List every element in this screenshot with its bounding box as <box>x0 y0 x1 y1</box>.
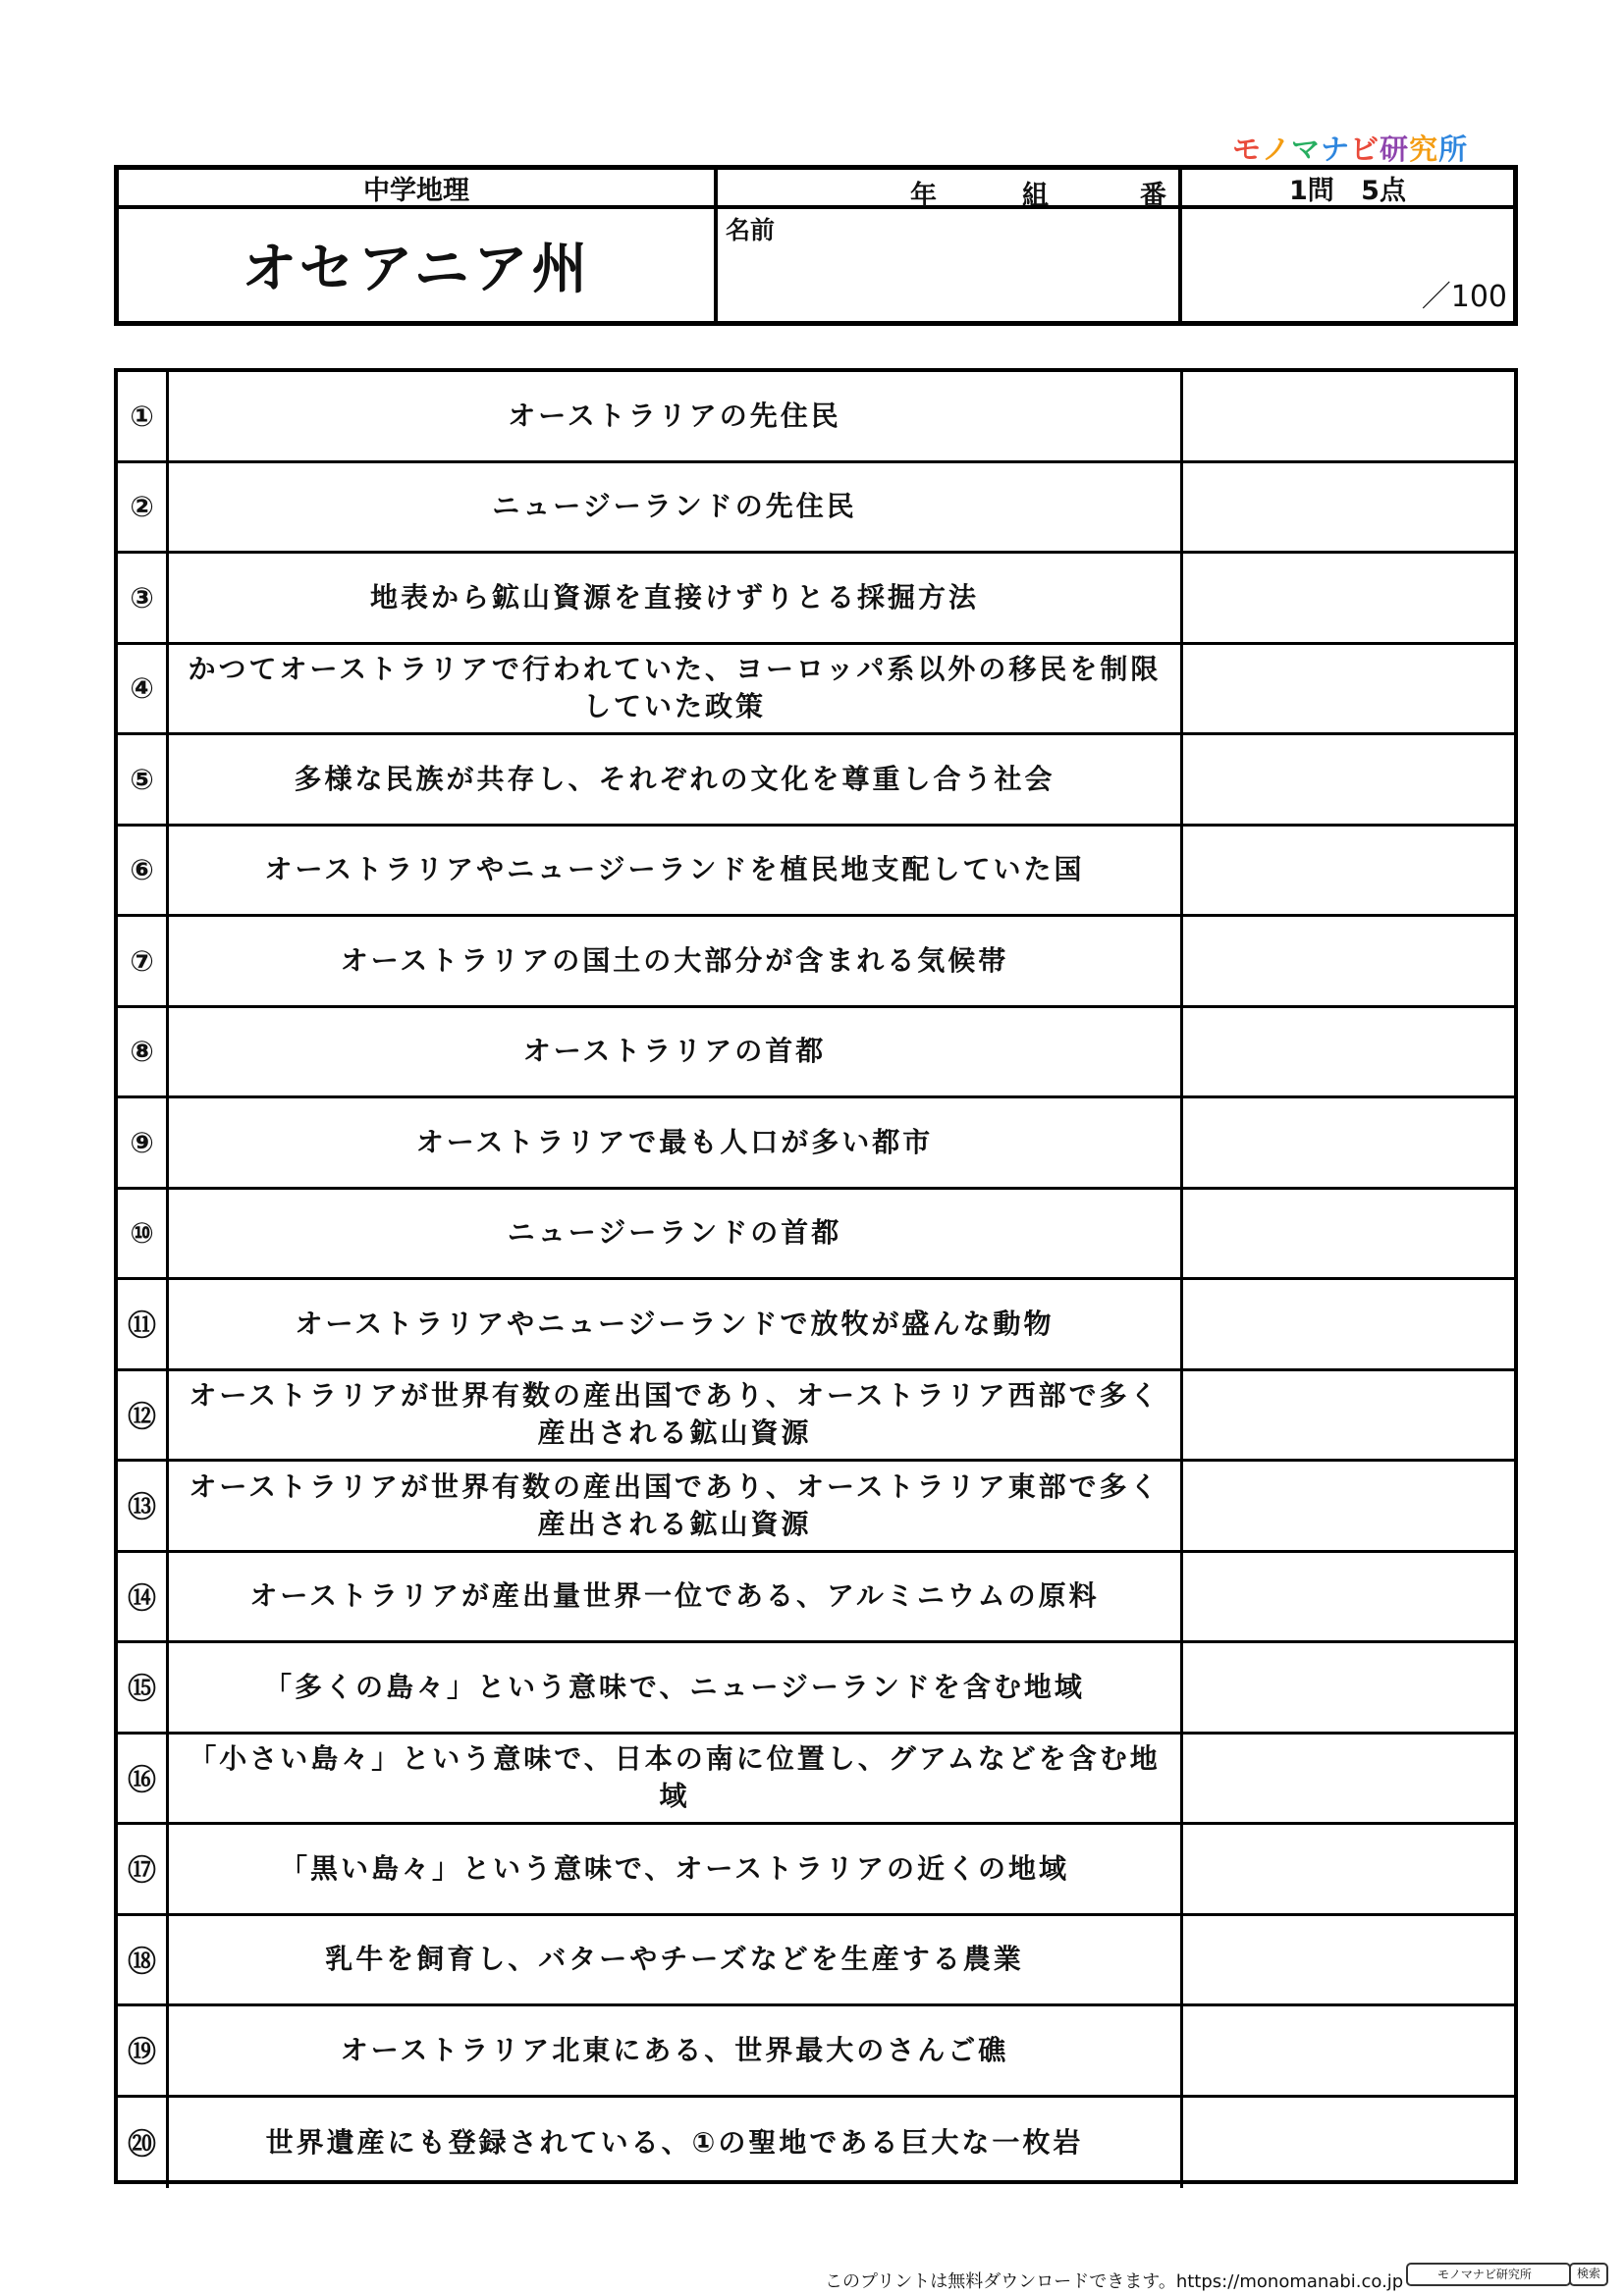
question-text: ニュージーランドの首都 <box>169 1190 1183 1278</box>
name-field[interactable] <box>718 209 1182 321</box>
question-number: ⑭ <box>118 1553 169 1641</box>
page-title: オセアニア州 <box>119 209 718 321</box>
brand-char: マ <box>1291 133 1322 166</box>
table-row <box>118 827 1514 918</box>
question-text: 「黒い島々」という意味で、オーストラリアの近くの地域 <box>169 1825 1183 1913</box>
table-row <box>118 1462 1514 1553</box>
question-number: ⑪ <box>118 1280 169 1368</box>
brand-char: ナ <box>1321 133 1351 166</box>
question-text: オーストラリアの首都 <box>169 1008 1183 1096</box>
brand-char: モ <box>1232 133 1263 166</box>
answer-field[interactable] <box>1183 917 1514 1005</box>
question-text: 乳牛を飼育し、バターやチーズなどを生産する農業 <box>169 1916 1183 2004</box>
table-row <box>118 1280 1514 1371</box>
question-number: ⑨ <box>118 1098 169 1187</box>
question-text: オーストラリア北東にある、世界最大のさんご礁 <box>169 2006 1183 2095</box>
score-rule: 1問 5点 <box>1182 170 1513 209</box>
question-text: オーストラリアやニュージーランドを植民地支配していた国 <box>169 827 1183 915</box>
table-row <box>118 2006 1514 2098</box>
question-number: ⑲ <box>118 2006 169 2095</box>
answer-field[interactable] <box>1183 1098 1514 1187</box>
question-text: 「多くの島々」という意味で、ニュージーランドを含む地域 <box>169 1643 1183 1732</box>
question-number: ⑰ <box>118 1825 169 1913</box>
question-text: オーストラリアが世界有数の産出国であり、オーストラリア西部で多く産出される鉱山資源 <box>169 1371 1183 1460</box>
score-total: ／100 <box>1421 280 1507 314</box>
table-row <box>118 1825 1514 1916</box>
answer-field[interactable] <box>1183 1916 1514 2004</box>
answer-field[interactable] <box>1183 2098 1514 2189</box>
question-text: ニュージーランドの先住民 <box>169 463 1183 552</box>
table-row <box>118 1190 1514 1281</box>
answer-field[interactable] <box>1183 1008 1514 1096</box>
question-number: ⑫ <box>118 1371 169 1460</box>
brand-char: ノ <box>1262 133 1292 166</box>
answer-field[interactable] <box>1183 463 1514 552</box>
table-row <box>118 372 1514 463</box>
question-text: オーストラリアの先住民 <box>169 372 1183 460</box>
question-text: オーストラリアの国土の大部分が含まれる気候帯 <box>169 917 1183 1005</box>
question-number: ⑳ <box>118 2098 169 2189</box>
subject-label: 中学地理 <box>119 170 718 209</box>
question-text: 多様な民族が共存し、それぞれの文化を尊重し合う社会 <box>169 735 1183 824</box>
question-text: 世界遺産にも登録されている、①の聖地である巨大な一枚岩 <box>169 2098 1183 2189</box>
question-text: オーストラリアが世界有数の産出国であり、オーストラリア東部で多く産出される鉱山資源 <box>169 1462 1183 1550</box>
brand-char: 所 <box>1438 133 1469 166</box>
class-label: 組 <box>1022 181 1049 211</box>
table-row <box>118 645 1514 736</box>
table-row <box>118 1643 1514 1735</box>
question-number: ⑥ <box>118 827 169 915</box>
answer-field[interactable] <box>1183 827 1514 915</box>
search-input[interactable]: モノマナビ研究所 <box>1406 2263 1571 2286</box>
answer-field[interactable] <box>1183 1825 1514 1913</box>
answer-field[interactable] <box>1183 372 1514 460</box>
table-row <box>118 1371 1514 1463</box>
table-row <box>118 463 1514 555</box>
question-number: ⑮ <box>118 1643 169 1732</box>
answer-field[interactable] <box>1183 1643 1514 1732</box>
question-number: ⑧ <box>118 1008 169 1096</box>
worksheet-header <box>114 165 1518 326</box>
brand-char: 研 <box>1380 133 1410 166</box>
table-row <box>118 1916 1514 2007</box>
table-row <box>118 917 1514 1008</box>
table-row <box>118 735 1514 827</box>
name-label: 名前 <box>726 216 776 244</box>
table-row <box>118 1553 1514 1644</box>
question-number: ③ <box>118 554 169 642</box>
answer-field[interactable] <box>1183 2006 1514 2095</box>
question-number: ⑩ <box>118 1190 169 1278</box>
table-row <box>118 2098 1514 2189</box>
class-info-field[interactable] <box>718 170 1182 209</box>
answer-field[interactable] <box>1183 735 1514 824</box>
table-row <box>118 1735 1514 1826</box>
search-button[interactable]: 検索 <box>1569 2263 1608 2286</box>
answer-field[interactable] <box>1183 1280 1514 1368</box>
question-text: 「小さい島々」という意味で、日本の南に位置し、グアムなどを含む地域 <box>169 1735 1183 1823</box>
question-number: ⑯ <box>118 1735 169 1823</box>
question-number: ⑬ <box>118 1462 169 1550</box>
table-row <box>118 554 1514 645</box>
question-number: ⑤ <box>118 735 169 824</box>
footer-note: このプリントは無料ダウンロードできます。https://monomanabi.co.jp <box>825 2271 1404 2292</box>
question-number: ⑦ <box>118 917 169 1005</box>
question-text: 地表から鉱山資源を直接けずりとる採掘方法 <box>169 554 1183 642</box>
answer-field[interactable] <box>1183 554 1514 642</box>
question-text: かつてオーストラリアで行われていた、ヨーロッパ系以外の移民を制限していた政策 <box>169 645 1183 733</box>
question-table <box>114 368 1518 2184</box>
answer-field[interactable] <box>1183 1735 1514 1823</box>
question-text: オーストラリアが産出量世界一位である、アルミニウムの原料 <box>169 1553 1183 1641</box>
answer-field[interactable] <box>1183 1553 1514 1641</box>
brand-logo <box>1232 128 1468 168</box>
question-number: ④ <box>118 645 169 733</box>
question-number: ① <box>118 372 169 460</box>
number-label: 番 <box>1140 181 1166 211</box>
score-field[interactable] <box>1182 209 1513 321</box>
question-text: オーストラリアで最も人口が多い都市 <box>169 1098 1183 1187</box>
year-label: 年 <box>910 181 937 211</box>
question-text: オーストラリアやニュージーランドで放牧が盛んな動物 <box>169 1280 1183 1368</box>
table-row <box>118 1098 1514 1190</box>
answer-field[interactable] <box>1183 1462 1514 1550</box>
brand-char: ビ <box>1350 133 1380 166</box>
question-number: ② <box>118 463 169 552</box>
answer-field[interactable] <box>1183 645 1514 733</box>
answer-field[interactable] <box>1183 1371 1514 1460</box>
question-number: ⑱ <box>118 1916 169 2004</box>
brand-char: 究 <box>1409 133 1439 166</box>
table-row <box>118 1008 1514 1099</box>
answer-field[interactable] <box>1183 1190 1514 1278</box>
